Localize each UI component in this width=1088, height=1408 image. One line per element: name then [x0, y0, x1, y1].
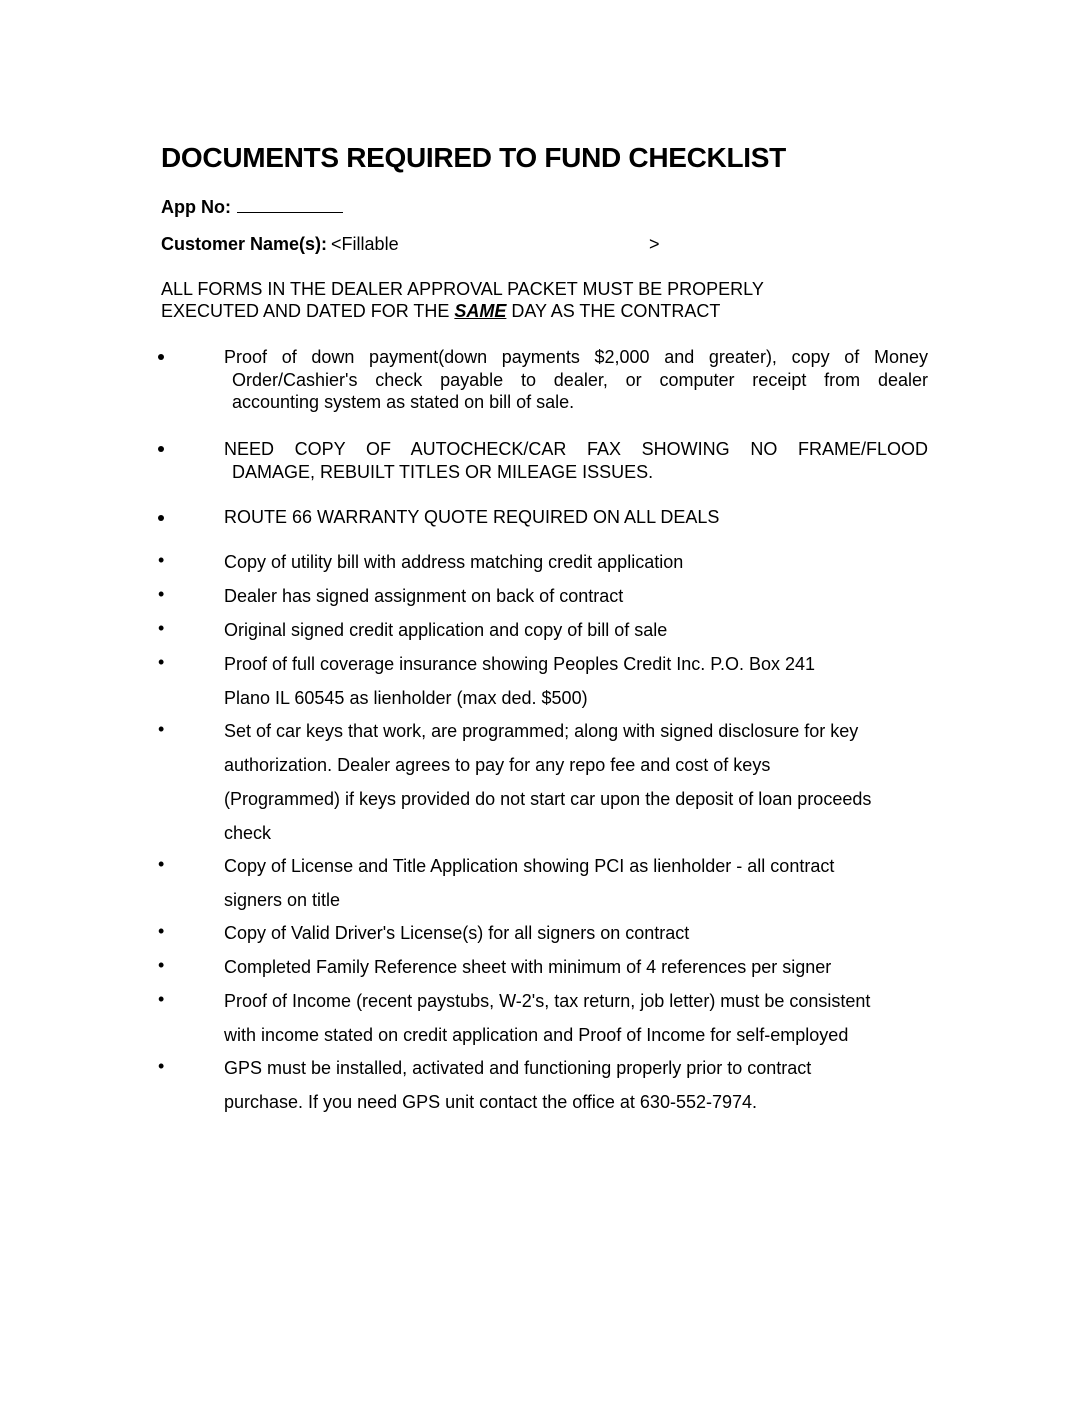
app-no-label: App No:	[161, 197, 231, 217]
notice-line-2	[161, 300, 764, 322]
bullet-icon: •	[158, 618, 165, 638]
checklist-item-family-reference	[224, 950, 831, 984]
checklist-item-car-keys	[224, 714, 871, 850]
bullet-icon: •	[158, 550, 165, 570]
app-no-input[interactable]	[237, 196, 343, 213]
item-line: Order/Cashier's check payable to dealer, or computer receipt from dealer	[232, 369, 928, 390]
customer-names-label: Customer Name(s):	[161, 234, 328, 254]
checklist-item-utility-bill	[224, 545, 683, 579]
notice-line-1: ALL FORMS IN THE DEALER APPROVAL PACKET MUST BE PROPERLY	[161, 279, 764, 299]
bullet-icon: •	[158, 584, 165, 604]
checklist-item-down-payment	[224, 346, 928, 414]
item-line: Proof of full coverage insurance showing Peoples Credit Inc. P.O. Box 241	[224, 654, 816, 674]
bullet-icon: •	[158, 989, 165, 1009]
notice-line-2-end: DAY AS THE CONTRACT	[506, 301, 721, 321]
item-line: authorization. Dealer agrees to pay for any repo fee and cost of keys	[224, 755, 771, 775]
item-line: NEED COPY OF AUTOCHECK/CAR FAX SHOWING NO FRAME/FLOOD	[224, 439, 928, 459]
item-line: Proof of Income (recent paystubs, W-2's, tax return, job letter) must be consistent	[224, 991, 871, 1011]
checklist-item-insurance	[224, 647, 815, 715]
bullet-icon: •	[158, 719, 165, 739]
item-line: Proof of down payment(down payments $2,000 and greater), copy of Money	[224, 347, 928, 367]
item-line: DAMAGE, REBUILT TITLES OR MILEAGE ISSUES.	[232, 461, 654, 482]
checklist-item-assignment	[224, 579, 623, 613]
item-line: (Programmed) if keys provided do not start car upon the deposit of loan proceeds	[224, 789, 872, 809]
customer-names-field	[161, 234, 681, 255]
page-title: DOCUMENTS REQUIRED TO FUND CHECKLIST	[161, 142, 786, 173]
customer-names-input-end: >	[649, 234, 660, 254]
app-no-field	[161, 196, 343, 218]
item-line: Set of car keys that work, are programmed; along with signed disclosure for key	[224, 721, 859, 741]
bullet-icon: •	[158, 955, 165, 975]
checklist-item-gps	[224, 1051, 811, 1119]
bullet-icon	[158, 515, 164, 521]
bullet-icon: •	[158, 652, 165, 672]
item-line: signers on title	[224, 890, 341, 910]
notice-line-2-start: EXECUTED AND DATED FOR THE	[161, 301, 455, 321]
item-line: with income stated on credit application and Proof of Income for self-employed	[224, 1025, 849, 1045]
item-line: Plano IL 60545 as lienholder (max ded. $500)	[224, 688, 588, 708]
item-line: Copy of Valid Driver's License(s) for all signers on contract	[224, 923, 690, 943]
item-line: ROUTE 66 WARRANTY QUOTE REQUIRED ON ALL DEALS	[224, 507, 720, 527]
bullet-icon	[158, 446, 164, 452]
item-line: accounting system as stated on bill of sale.	[232, 392, 575, 412]
checklist-item-warranty	[224, 500, 719, 534]
item-line: Original signed credit application and copy of bill of sale	[224, 620, 668, 640]
checklist-item-proof-of-income	[224, 984, 870, 1052]
item-line: purchase. If you need GPS unit contact the office at 630-552-7974.	[224, 1092, 758, 1112]
item-line: Completed Family Reference sheet with minimum of 4 references per signer	[224, 957, 832, 977]
bullet-icon: •	[158, 921, 165, 941]
item-line: Copy of utility bill with address matching credit application	[224, 552, 684, 572]
checklist-item-credit-application	[224, 613, 667, 647]
checklist-item-drivers-license	[224, 916, 689, 950]
bullet-icon	[158, 354, 164, 360]
item-line: GPS must be installed, activated and functioning properly prior to contract	[224, 1058, 812, 1078]
notice-emphasis: SAME	[454, 301, 507, 321]
bullet-icon: •	[158, 854, 165, 874]
item-line: Copy of License and Title Application showing PCI as lienholder - all contract	[224, 856, 835, 876]
checklist-item-autocheck	[224, 438, 928, 483]
bullet-icon: •	[158, 1056, 165, 1076]
item-line: check	[224, 823, 272, 843]
checklist-item-title-application	[224, 849, 834, 917]
item-line: Dealer has signed assignment on back of contract	[224, 586, 624, 606]
execution-notice	[161, 278, 764, 322]
customer-names-input[interactable]: <Fillable	[331, 234, 399, 254]
